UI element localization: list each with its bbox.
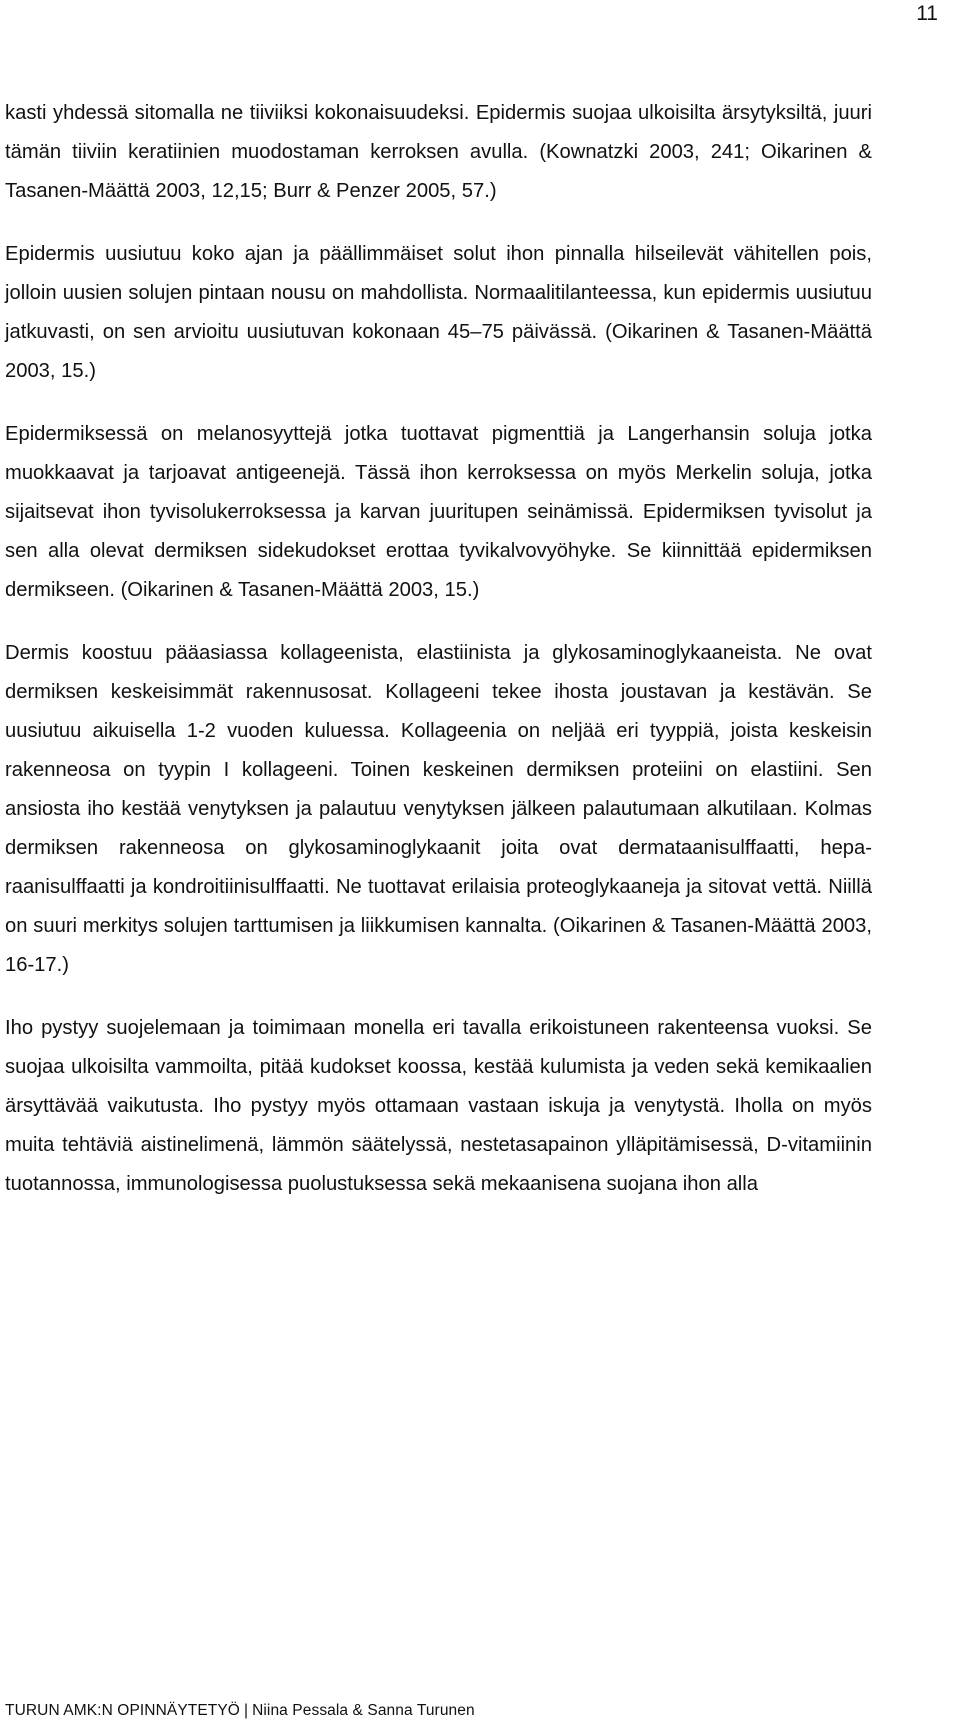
paragraph-3: Epidermiksessä on melanosyyttejä jotka tuottavat pigmenttiä ja Langerhansin soluja jotka muokkaavat ja tarjoavat antigeenejä. Tässä ihon kerroksessa on myös Merkelin soluja, jotka sijaitsevat ihon tyvisolukerroksessa ja karvan juuritupen seinämissä. Epidermiksen tyvisolut ja sen alla olevat dermiksen sidekudokset erottaa tyvikalvovyöhyke. Se kiinnittää epidermiksen dermikseen. (Oikarinen & Tasanen-Määttä 2003, 15.)	[5, 423, 872, 601]
page-footer	[5, 1702, 475, 1720]
footer-authors: Niina Pessala & Sanna Turunen	[252, 1702, 475, 1719]
paragraph-4: Dermis koostuu pääasiassa kollageenista, elastiinista ja glykosaminoglykaaneista. Ne ovat dermiksen keskeisimmät rakennusosat. Kollageeni tekee ihosta joustavan ja kestävän. Se uusiutuu aikuisella 1-2 vuoden kuluessa. Kollageenia on neljää eri tyyppiä, joista keskeisin rakenneosa on tyypin I kollageeni. Toinen keskeinen dermiksen proteiini on elastiini. Sen ansiosta iho kestää venytyksen ja palautuu venytyksen jälkeen palautumaan alkutilaan. Kolmas dermiksen rakenneosa on glykosaminoglykaanit joita ovat dermataanisulffaatti, heparaanisulffaatti ja kondroitiinisulffaatti. Ne tuottavat erilaisia proteoglykaaneja ja sitovat vettä. Niillä on suuri merkitys solujen tarttumisen ja liikkumisen kannalta. (Oikarinen & Tasanen-Määttä 2003, 16-17.)	[5, 642, 872, 976]
paragraph-5: Iho pystyy suojelemaan ja toimimaan monella eri tavalla erikoistuneen rakenteensa vuoksi. Se suojaa ulkoisilta vammoilta, pitää kudokset koossa, kestää kulumista ja veden sekä kemikaalien ärsyttävää vaikutusta. Iho pystyy myös ottamaan vastaan iskuja ja venytystä. Iholla on myös muita tehtäviä aistinelimenä, lämmön säätelyssä, nestetasapainon ylläpitämisessä, D-vitamiinin tuotannossa, immunologisessa puolustuksessa sekä mekaanisena suojana ihon alla	[5, 1017, 872, 1195]
document-body	[5, 94, 872, 1228]
paragraph-2: Epidermis uusiutuu koko ajan ja päällimmäiset solut ihon pinnalla hilseilevät vähitellen pois, jolloin uusien solujen pintaan nousu on mahdollista. Normaalitilanteessa, kun epidermis uusiutuu jatkuvasti, on sen arvioitu uusiutuvan kokonaan 45–75 päivässä. (Oikarinen & Tasanen-Määttä 2003, 15.)	[5, 243, 872, 382]
paragraph-1: kasti yhdessä sitomalla ne tiiviiksi kokonaisuudeksi. Epidermis suojaa ulkoisilta ärsytyksiltä, juuri tämän tiiviin keratiinien muodostaman kerroksen avulla. (Kownatzki 2003, 241; Oikarinen & Tasanen-Määttä 2003, 12,15; Burr & Penzer 2005, 57.)	[5, 102, 872, 202]
footer-separator: |	[243, 1702, 249, 1719]
page-number: 11	[916, 2, 938, 25]
footer-institution: TURUN AMK:N OPINNÄYTETYÖ	[5, 1702, 240, 1719]
